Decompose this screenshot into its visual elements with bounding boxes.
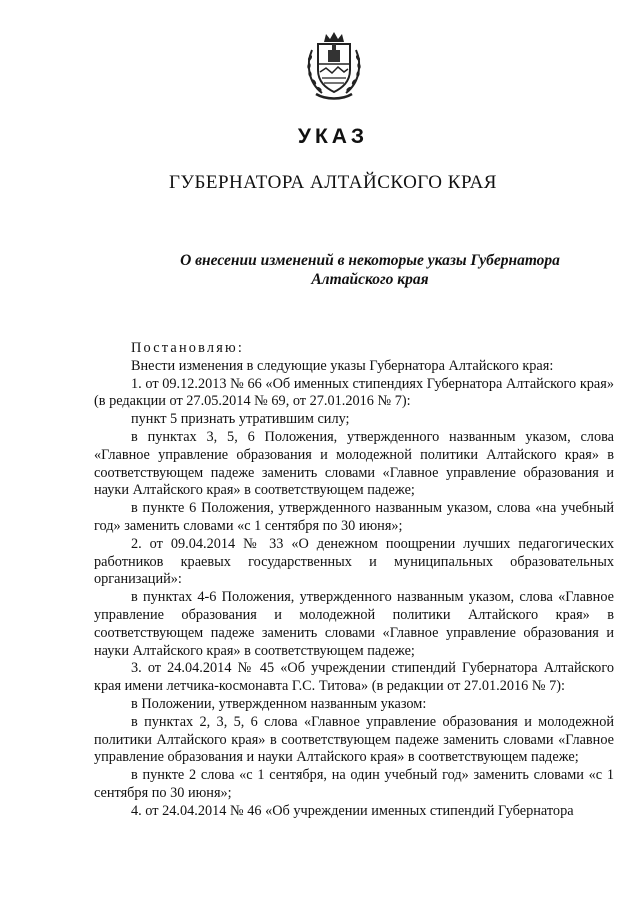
paragraph: в пунктах 3, 5, 6 Положения, утвержденного названным указом, слова «Главное управление образования и молодежной политики Алтайского края» в соответствующем падеже заменить словами «Главное управление образования и науки Алтайского края» в соответствующем падеже;: [94, 428, 614, 499]
decree-body: [94, 340, 614, 821]
paragraph-item-3: 3. от 24.04.2014 № 45 «Об учреждении стипендий Губернатора Алтайского края имени летчика-космонавта Г.С. Титова» (в редакции от 27.01.2016 № 7):: [94, 660, 614, 695]
heading-line-1: О внесении изменений в некоторые указы Губернатора: [180, 252, 560, 269]
paragraph: Внести изменения в следующие указы Губернатора Алтайского края:: [131, 357, 554, 374]
coat-of-arms-emblem: [302, 30, 366, 102]
heading-line-2: Алтайского края: [311, 271, 429, 288]
altai-krai-coat-of-arms-icon: [302, 30, 366, 102]
paragraph: в Положении, утвержденном названным указом:: [131, 695, 427, 712]
paragraph: пункт 5 признать утратившим силу;: [131, 411, 350, 428]
resolution-word: Постановляю:: [131, 340, 245, 356]
paragraph-item-1: 1. от 09.12.2013 № 66 «Об именных стипендиях Губернатора Алтайского края» (в редакции от 27.05.2014 № 69, от 27.01.2016 № 7):: [94, 375, 614, 410]
paragraph: в пунктах 2, 3, 5, 6 слова «Главное управление образования и молодежной политики Алтайского края» в соответствующем падеже заменить словами «Главное управление образования и науки Алтайского края» в соответствующем падеже;: [94, 713, 614, 766]
paragraph: в пунктах 4-6 Положения, утвержденного названным указом, слова «Главное управление образования и молодежной политики Алтайского края» в соответствующем падеже заменить словами «Главное управление образования и науки Алтайского края» в соответствующем падеже;: [94, 589, 614, 659]
paragraph: в пункте 2 слова «с 1 сентября, на один учебный год» заменить словами «с 1 сентября по 30 июня»;: [94, 767, 614, 801]
decree-heading: [150, 251, 590, 289]
document-title: УКАЗ: [297, 125, 369, 148]
document-subtitle: ГУБЕРНАТОРА АЛТАЙСКОГО КРАЯ: [169, 172, 497, 193]
paragraph-item-2: 2. от 09.04.2014 № 33 «О денежном поощрении лучших педагогических работников краевых государственных и муниципальных образовательных организаций»:: [94, 535, 614, 588]
paragraph: в пункте 6 Положения, утвержденного названным указом, слова «на учебный год» заменить словами «с 1 сентября по 30 июня»;: [94, 500, 614, 534]
paragraph-item-4: 4. от 24.04.2014 № 46 «Об учреждении именных стипендий Губернатора: [131, 802, 574, 819]
